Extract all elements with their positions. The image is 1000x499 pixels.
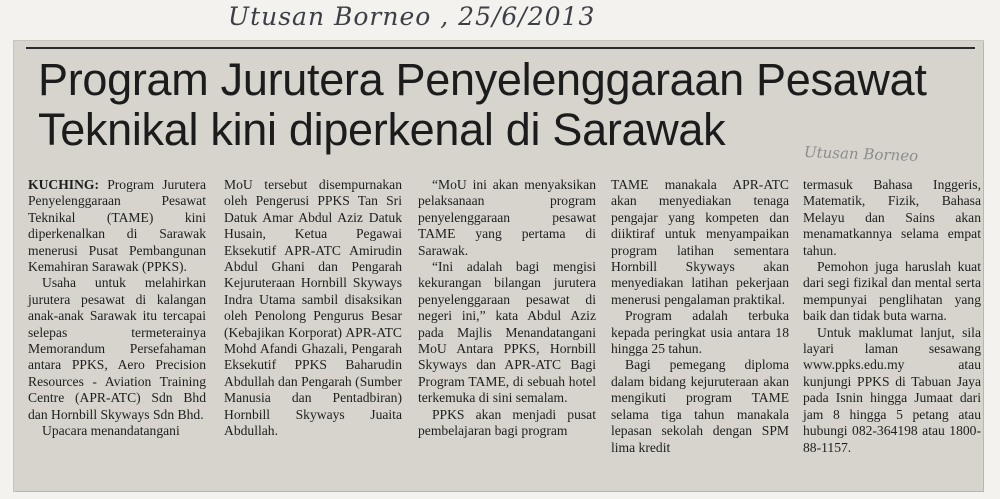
paragraph: TAME manakala APR-ATC akan menyediakan tenaga pengajar yang kompeten dan diiktiraf untuk menyampaikan program latihan sementara Hornbill Skyways akan menyediakan latihan pekerjaan menerusi pengalaman praktikal.	[611, 177, 789, 307]
paragraph: Usaha untuk melahirkan jurutera pesawat di kalangan anak-anak Sarawak itu tercapai selepas termeterainya Memorandum Persefahaman antara PPKS, Aero Precision Resources - Aviation Training Centre (APR-ATC) Sdn Bhd dan Hornbill Skyways Sdn Bhd.	[28, 275, 206, 422]
article-column-3	[418, 177, 596, 440]
handwritten-source-note: Utusan Borneo , 25/6/2013	[228, 2, 596, 31]
paragraph: Untuk maklumat lanjut, sila layari laman sesawang www.ppks.edu.my atau kunjungi PPKS di Tabuan Jaya pada Isnin hingga Jumaat dari jam 8 hingga 5 petang atau hubungi 082-364198 atau 1800-88-1157.	[803, 324, 981, 455]
article-column-4	[611, 177, 789, 456]
faint-stamp-note: Utusan Borneo	[803, 143, 919, 165]
paragraph: Bagi pemegang diploma dalam bidang kejuruteraan akan mengikuti program TAME selama tiga tahun manakala lepasan sekolah dengan SPM lima kredit	[611, 357, 789, 455]
headline-line-1: Program Jurutera Penyelenggaraan Pesawat	[38, 54, 927, 105]
paragraph-text: Program Jurutera Penyelenggaraan Pesawat Teknikal (TAME) kini diperkenalkan di Sarawak menerusi Pusat Pembangunan Kemahiran Sarawak (PPKS).	[28, 177, 206, 275]
paragraph: PPKS akan menjadi pusat pembelajaran bagi program	[418, 406, 596, 439]
newspaper-clipping	[14, 41, 983, 491]
top-rule	[26, 47, 975, 49]
paragraph: Pemohon juga haruslah kuat dari segi fizikal dan mental serta mempunyai penglihatan yang baik dan tidak buta warna.	[803, 259, 981, 324]
paragraph: “MoU ini akan menyaksikan pelaksanaan program penyelenggaraan pesawat TAME yang pertama di Sarawak.	[418, 177, 596, 258]
headline-line-2: Teknikal kini diperkenal di Sarawak	[38, 104, 726, 155]
article-body	[28, 177, 981, 477]
paragraph: termasuk Bahasa Inggeris, Matematik, Fizik, Bahasa Melayu dan Sains akan menamatkannya selama empat tahun.	[803, 177, 981, 258]
paragraph: “Ini adalah bagi mengisi kekurangan bilangan jurutera penyelenggaraan pesawat di negeri ini,” kata Abdul Aziz pada Majlis Menandatangani MoU Antara PPKS, Hornbill Skyways dan APR-ATC Bagi Program TAME, di sebuah hotel terkemuka di sini semalam.	[418, 259, 596, 406]
article-column-5	[803, 177, 981, 456]
paragraph	[28, 177, 206, 275]
headline	[38, 55, 978, 155]
paragraph: Program adalah terbuka kepada peringkat usia antara 18 hingga 25 tahun.	[611, 308, 789, 357]
article-column-1	[28, 177, 206, 440]
article-column-2	[224, 177, 402, 440]
paragraph: MoU tersebut disempurnakan oleh Pengerusi PPKS Tan Sri Datuk Amar Abdul Aziz Datuk Husain, Ketua Pegawai Eksekutif APR-ATC Amirudin Abdul Ghani dan Pengarah Kejuruteraan Hornbill Skyways Indra Utama sambil disaksikan oleh Penolong Pengurus Besar (Kebajikan Korporat) APR-ATC Mohd Afandi Ghazali, Pengarah Eksekutif PPKS Baharudin Abdullah dan Pengarah (Sumber Manusia dan Pentadbiran) Hornbill Skyways Juaita Abdullah.	[224, 177, 402, 439]
dateline: KUCHING:	[28, 177, 99, 192]
paragraph: Upacara menandatangani	[42, 423, 180, 439]
